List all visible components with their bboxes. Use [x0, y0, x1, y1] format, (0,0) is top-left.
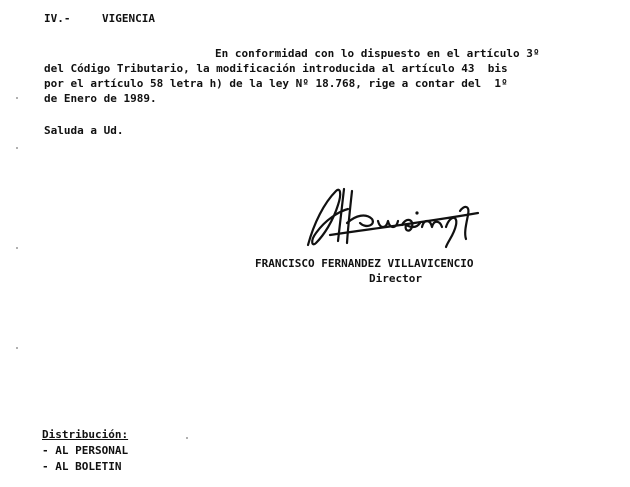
section-number: IV.-	[44, 12, 71, 25]
scan-speck	[16, 247, 18, 249]
paragraph-line-4: de Enero de 1989.	[44, 92, 157, 105]
section-heading	[44, 12, 155, 25]
paragraph-line-2: del Código Tributario, la modificación introducida al artículo 43 bis	[44, 62, 508, 75]
handwritten-signature	[300, 183, 484, 253]
scan-speck	[16, 147, 18, 149]
paragraph-line-3: por el artículo 58 letra h) de la ley Nº 18.768, rige a contar del 1º	[44, 77, 508, 90]
distribution-heading: Distribución:	[42, 428, 129, 441]
distribution-item: - AL BOLETIN	[42, 460, 122, 473]
distribution-item: - AL PERSONAL	[42, 444, 129, 457]
scan-speck	[16, 97, 18, 99]
section-title: VIGENCIA	[102, 12, 155, 25]
signer-title: Director	[369, 272, 422, 285]
greeting: Saluda a Ud.	[44, 124, 124, 137]
scan-speck	[186, 437, 188, 439]
signer-name: FRANCISCO FERNANDEZ VILLAVICENCIO	[255, 257, 474, 270]
paragraph-line-1: En conformidad con lo dispuesto en el artículo 3º	[215, 47, 540, 60]
scan-speck	[16, 347, 18, 349]
